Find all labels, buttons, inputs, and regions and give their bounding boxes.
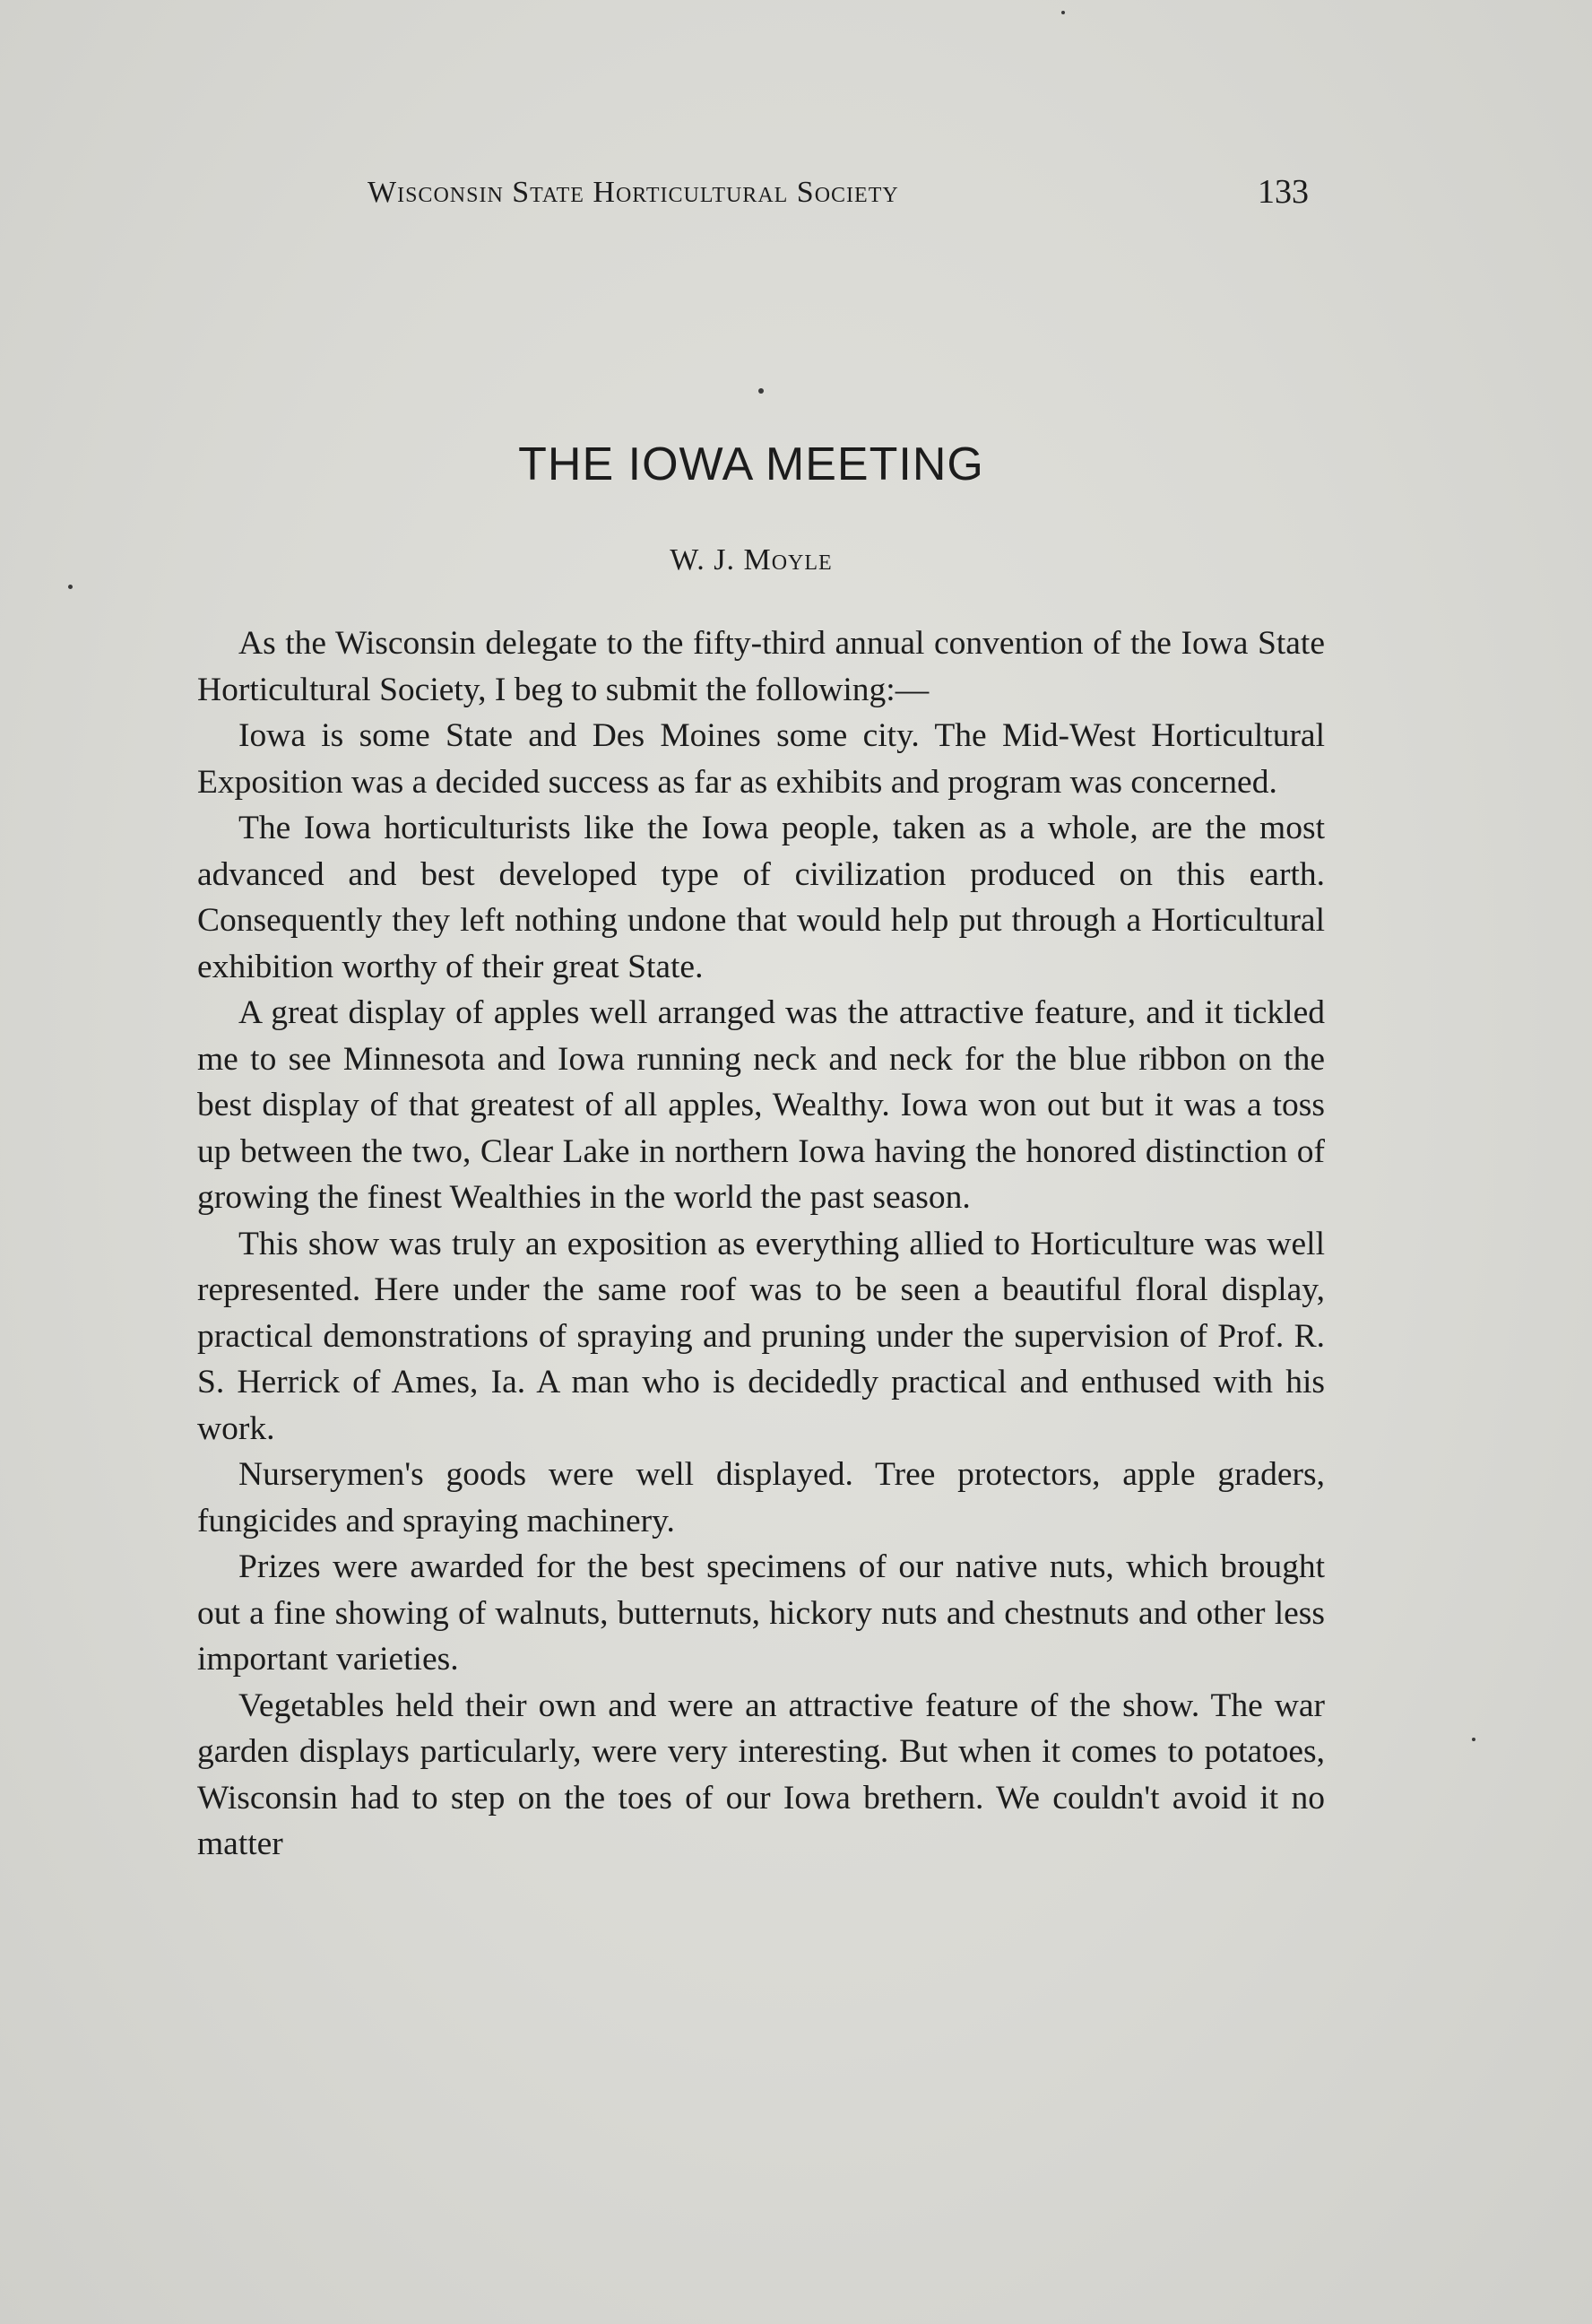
page-number: 133	[1258, 173, 1309, 211]
ink-speck	[1061, 11, 1065, 14]
paragraph: Prizes were awarded for the best specimens of our native nuts, which brought out a fine showing of walnuts, butternuts, hickory nuts and chestnuts and other less important varieties.	[197, 1548, 1325, 1678]
ink-speck	[1472, 1738, 1475, 1741]
article-author: W. J. Moyle	[670, 543, 833, 577]
paragraph: This show was truly an exposition as everything allied to Horticulture was well represented. Here under the same roof was to be seen a beautiful floral display, practical demonstrations of spraying and pruning under the supervision of Prof. R. S. Herrick of Ames, Ia. A man who is decidedly practical and enthused with his work.	[197, 1225, 1325, 1447]
paragraph: A great display of apples well arranged was the attractive feature, and it tickled me to see Minnesota and Iowa running neck and neck for the blue ribbon on the best display of that greatest of all apples, Wealthy. Iowa won out but it was a toss up between the two, Clear Lake in northern Iowa having the honored distinction of growing the finest Wealthies in the world the past season.	[197, 994, 1325, 1216]
article-body	[197, 620, 1325, 1868]
paragraph: As the Wisconsin delegate to the fifty-third annual convention of the Iowa State Horticultural Society, I beg to submit the following:—	[197, 625, 1325, 708]
paragraph: Vegetables held their own and were an attractive feature of the show. The war garden displays particularly, were very interesting. But when it comes to potatoes, Wisconsin had to step on the toes of our Iowa brethern. We couldn't avoid it no matter	[197, 1687, 1325, 1862]
page-header	[368, 173, 1309, 222]
running-title: Wisconsin State Horticultural Society	[368, 176, 899, 209]
ink-speck	[758, 388, 764, 394]
paragraph: Nurserymen's goods were well displayed. Tree protectors, apple graders, fungicides and spraying machinery.	[197, 1456, 1325, 1539]
ink-speck	[68, 585, 73, 589]
article-title: THE IOWA MEETING	[518, 438, 984, 490]
paragraph: Iowa is some State and Des Moines some city. The Mid-West Horticultural Exposition was a decided success as far as exhibits and program was concerned.	[197, 717, 1325, 801]
paragraph: The Iowa horticulturists like the Iowa people, taken as a whole, are the most advanced and best developed type of civilization produced on this earth. Consequently they left nothing undone that would help put through a Horticultural exhibition worthy of their great State.	[197, 810, 1325, 985]
